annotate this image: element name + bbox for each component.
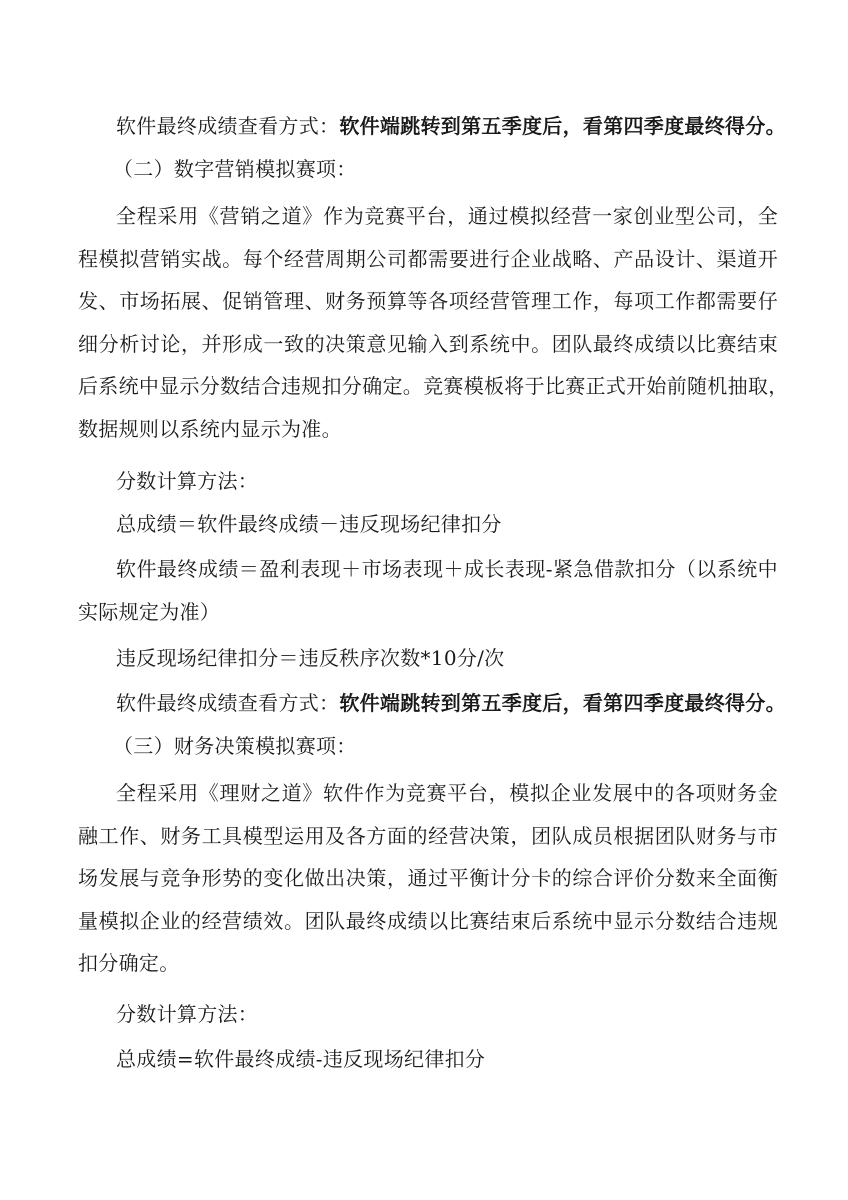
paragraph-line: 融工作、财务工具模型运用及各方面的经营决策，团队成员根据团队财务与市: [78, 823, 778, 848]
paragraph-line: 数据规则以系统内显示为准。: [78, 416, 342, 441]
paragraph-line: 细分析讨论，并形成一致的决策意见输入到系统中。团队最终成绩以比赛结束: [78, 331, 778, 356]
view-method-label: 软件最终成绩查看方式：: [116, 114, 340, 138]
paragraph-line: 发、市场拓展、促销管理、财务预算等各项经营管理工作，每项工作都需要仔: [78, 289, 778, 314]
paragraph-line: 后系统中显示分数结合违规扣分确定。竞赛模板将于比赛正式开始前随机抽取，: [78, 374, 789, 399]
view-method-value: 软件端跳转到第五季度后，看第四季度最终得分。: [339, 114, 786, 138]
view-method-value: 软件端跳转到第五季度后，看第四季度最终得分。: [339, 691, 786, 715]
score-calc-label: 分数计算方法：: [116, 469, 259, 493]
paragraph-line: 全程采用《理财之道》软件作为竞赛平台，模拟企业发展中的各项财务金: [116, 781, 778, 805]
digital-marketing-paragraph: [78, 195, 789, 451]
paragraph-line: 程模拟营销实战。每个经营周期公司都需要进行企业战略、产品设计、渠道开: [78, 246, 778, 271]
paragraph-line: 量模拟企业的经营绩效。团队最终成绩以比赛结束后系统中显示分数结合违规: [78, 908, 778, 933]
formula-line: 实际规定为准）: [78, 599, 221, 624]
total-score-formula: 总成绩=软件最终成绩-违反现场纪律扣分: [116, 1047, 486, 1071]
view-method-label: 软件最终成绩查看方式：: [116, 691, 340, 715]
paragraph-line: 全程采用《营销之道》作为竞赛平台，通过模拟经营一家创业型公司，全: [116, 204, 778, 228]
total-score-formula: 总成绩＝软件最终成绩－违反现场纪律扣分: [116, 512, 502, 536]
view-method-line-2: [116, 682, 786, 724]
discipline-deduction-formula: 违反现场纪律扣分＝违反秩序次数*10分/次: [116, 646, 505, 670]
financial-decision-paragraph: [78, 772, 778, 985]
score-calc-label: 分数计算方法：: [116, 1002, 259, 1026]
paragraph-line: 场发展与竞争形势的变化做出决策，通过平衡计分卡的综合评价分数来全面衡: [78, 866, 778, 891]
formula-line: 软件最终成绩＝盈利表现＋市场表现＋成长表现-紧急借款扣分（以系统中: [116, 557, 778, 581]
section-heading-digital-marketing: （二）数字营销模拟赛项：: [113, 157, 357, 181]
paragraph-line: 扣分确定。: [78, 951, 180, 976]
section-heading-financial-decision: （三）财务决策模拟赛项：: [113, 734, 357, 758]
software-score-formula: [78, 548, 778, 633]
view-method-line-1: [116, 105, 786, 147]
